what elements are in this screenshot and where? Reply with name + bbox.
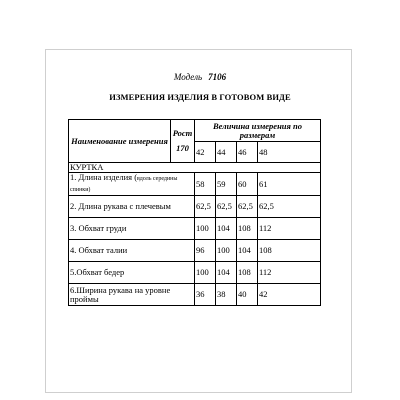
header-rost [171,120,195,163]
value-cell: 36 [195,284,216,306]
size-cell: 46 [237,142,258,163]
value-cell: 61 [258,173,321,196]
value-cell: 62,5 [216,196,237,218]
row-label: 6.Ширина рукава на уровне проймы [69,284,195,306]
value-cell: 96 [195,240,216,262]
table-row [69,262,321,284]
value-cell: 58 [195,173,216,196]
table-row [69,173,321,196]
row-label: 5.Обхват бедер [69,262,195,284]
row-label-text: 1. Длина изделия ( [70,172,138,182]
size-cell: 44 [216,142,237,163]
value-cell: 60 [237,173,258,196]
model-line [0,72,400,82]
row-label: 4. Обхват талии [69,240,195,262]
value-cell: 100 [195,218,216,240]
table-row [69,218,321,240]
value-cell: 100 [195,262,216,284]
header-sizes-title: Величина измерения по размерам [195,120,321,142]
table-row [69,284,321,306]
value-cell: 108 [258,240,321,262]
value-cell: 112 [258,262,321,284]
value-cell: 108 [237,218,258,240]
value-cell: 42 [258,284,321,306]
value-cell: 62,5 [237,196,258,218]
model-prefix: Модель [173,72,203,82]
value-cell: 62,5 [258,196,321,218]
value-cell: 104 [237,240,258,262]
value-cell: 59 [216,173,237,196]
size-cell: 48 [258,142,321,163]
section-title: КУРТКА [69,163,321,173]
row-label [69,173,195,196]
row-label: 3. Обхват груди [69,218,195,240]
value-cell: 104 [216,262,237,284]
value-cell: 40 [237,284,258,306]
row-label-note: вдоль середины спинки) [70,176,178,193]
row-label: 2. Длина рукава с плечевым [69,196,195,218]
value-cell: 112 [258,218,321,240]
rost-value: 170 [176,143,189,153]
value-cell: 38 [216,284,237,306]
rost-label: Рост [172,128,193,138]
value-cell: 100 [216,240,237,262]
table-row [69,240,321,262]
value-cell: 108 [237,262,258,284]
model-number: 7106 [208,72,227,82]
value-cell: 62,5 [195,196,216,218]
size-cell: 42 [195,142,216,163]
document-title: ИЗМЕРЕНИЯ ИЗДЕЛИЯ В ГОТОВОМ ВИДЕ [109,92,291,102]
header-name-column: Наименование измерения [69,120,171,163]
value-cell: 104 [216,218,237,240]
measurements-table [68,119,321,306]
table-row [69,196,321,218]
